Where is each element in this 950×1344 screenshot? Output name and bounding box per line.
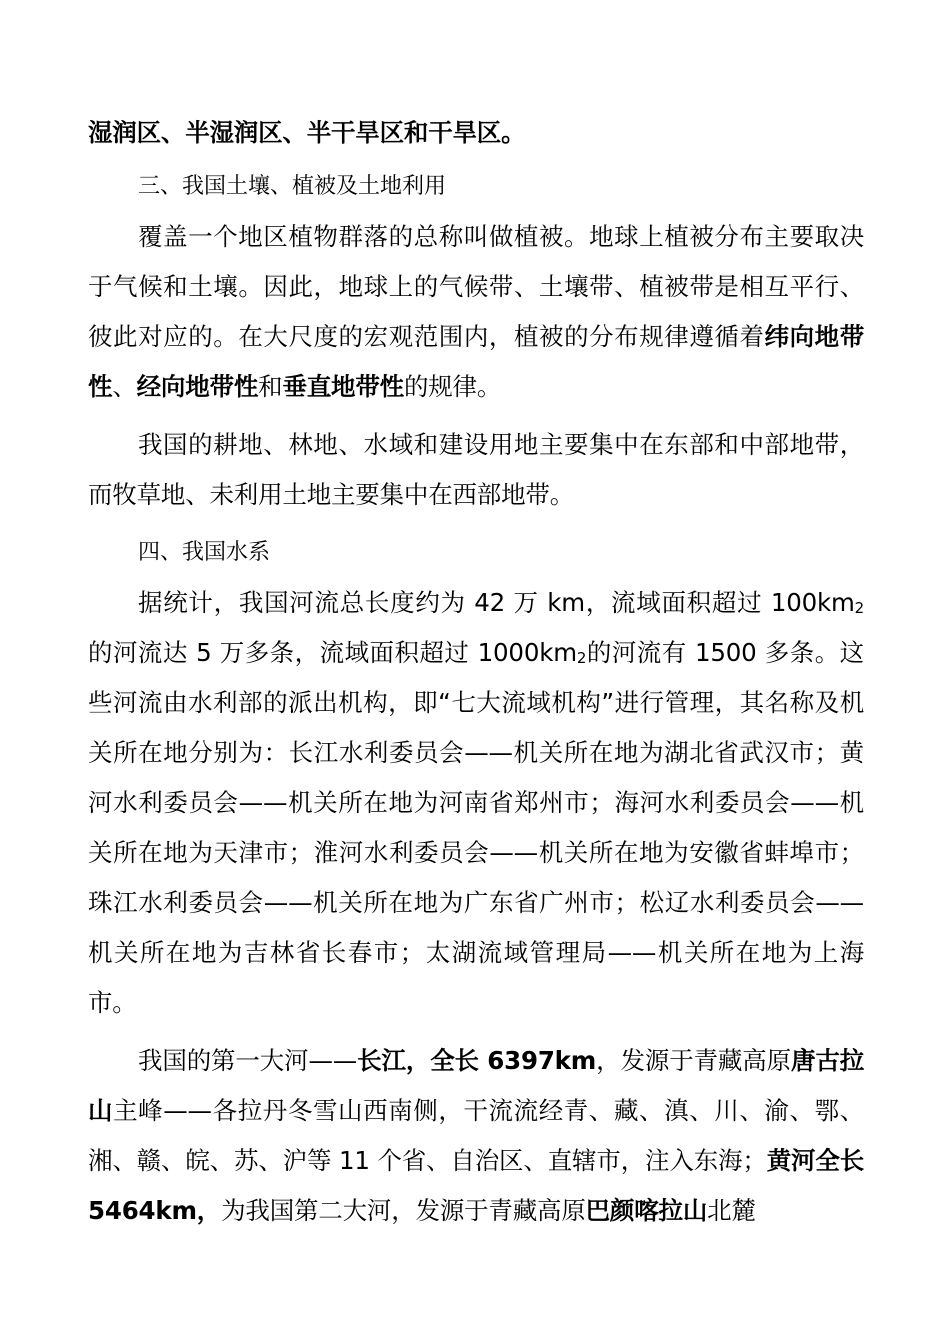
bold-term: 纬向地带性 <box>88 322 864 401</box>
bold-term: 黄河全长 5464km， <box>88 1146 865 1225</box>
bold-term: 巴颜喀拉山 <box>585 1196 708 1225</box>
subscript: 2 <box>576 649 587 667</box>
text-run: 为我国第二大河，发源于青藏高原 <box>221 1196 586 1225</box>
section-heading-water-system: 四、我国水系 <box>138 540 271 565</box>
text-run: 据统计，我国河流总长度约为 42 万 km，流域面积超过 100km <box>138 588 855 617</box>
paragraph-major-rivers <box>88 1036 864 1236</box>
bold-term: 唐古拉山 <box>88 1046 865 1125</box>
bold-term: 经向地带性 <box>136 372 259 401</box>
paragraph-land-use <box>88 420 864 520</box>
text-run: 我国的耕地、林地、水域和建设用地主要集中在东部和中部地带，而牧草地、未利用土地主要集中在西部地带。 <box>88 430 864 509</box>
bold-term: 长江，全长 6397km <box>357 1046 597 1075</box>
text-run: 和 <box>258 372 283 401</box>
text-run: 北麓 <box>707 1196 756 1225</box>
paragraph-vegetation <box>88 212 864 412</box>
text-run: 的河流达 5 万多条，流域面积超过 1000km <box>88 638 577 667</box>
text-run: 主峰——各拉丹冬雪山西南侧，干流流经青、藏、滇、川、渝、鄂、湘、赣、皖、苏、沪等 11 个省、自治区、直辖市，注入东海； <box>88 1096 864 1175</box>
section-heading-soil-vegetation: 三、我国土壤、植被及土地利用 <box>138 174 447 199</box>
subscript: 2 <box>854 599 864 617</box>
bold-term: 垂直地带性 <box>282 372 404 401</box>
text-run: ，发源于青藏高原 <box>596 1046 791 1075</box>
text-run: 覆盖一个地区植物群落的总称叫做植被。地球上植被分布主要取决于气候和土壤。因此，地球上的气候带、土壤带、植被带是相互平行、彼此对应的。在大尺度的宏观范围内，植被的分布规律遵循着 <box>88 222 864 351</box>
text-run: 、 <box>112 372 137 401</box>
text-run: 我国的第一大河—— <box>138 1046 358 1075</box>
text-run: 的河流有 1500 多条。这些河流由水利部的派出机构，即“七大流域机构”进行管理，其名称及机关所在地分别为：长江水利委员会——机关所在地为湖北省武汉市；黄河水利委员会——机关所在地为河南省郑州市；海河水利委员会——机关所在地为天津市；淮河水利委员会——机关所在地为安徽省蚌埠市；珠江水利委员会——机关所在地为广东省广州市；松辽水利委员会——机关所在地为吉林省长春市；太湖流域管理局——机关所在地为上海市。 <box>88 638 864 1017</box>
paragraph-river-statistics <box>88 578 864 1028</box>
bold-text: 湿润区、半湿润区、半干旱区和干旱区。 <box>88 118 526 147</box>
document-page <box>88 108 864 1236</box>
paragraph-climate-zones <box>88 108 864 158</box>
text-run: 的规律。 <box>403 372 502 401</box>
